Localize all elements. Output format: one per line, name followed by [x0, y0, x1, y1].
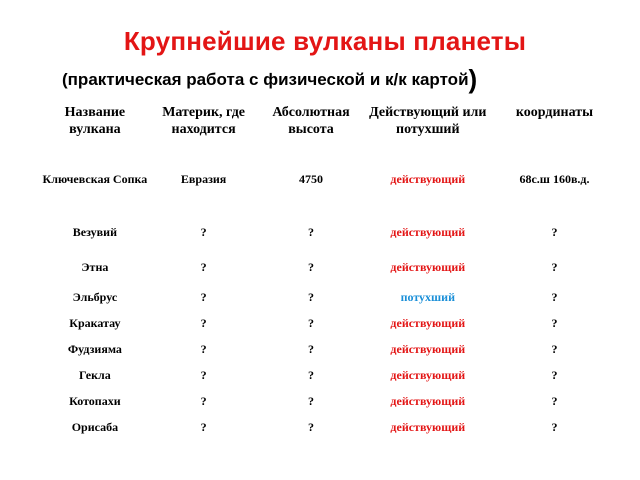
cell-coords: ? — [551, 367, 558, 382]
cell-continent: ? — [200, 289, 207, 304]
header-row — [40, 100, 618, 162]
cell-continent: ? — [200, 367, 207, 382]
cell-coords: ? — [551, 315, 558, 330]
table-body — [40, 162, 618, 440]
cell-altitude: ? — [308, 367, 314, 382]
table-row — [40, 214, 618, 251]
cell-altitude: 4750 — [299, 172, 323, 186]
cell-name: Орисаба — [71, 419, 119, 434]
cell-name: Кракатау — [69, 315, 121, 330]
cell-continent: ? — [200, 260, 207, 274]
cell-status: потухший — [400, 289, 456, 304]
cell-status: действующий — [390, 419, 466, 434]
cell-continent: ? — [200, 315, 207, 330]
page-subtitle — [62, 64, 477, 95]
cell-continent: ? — [200, 225, 207, 239]
table-header — [40, 100, 618, 162]
header-status: Действующий или потухший — [369, 105, 487, 137]
table-row — [40, 362, 618, 388]
table-row — [40, 336, 618, 362]
cell-status: действующий — [390, 225, 466, 239]
cell-status: действующий — [390, 341, 466, 356]
cell-altitude: ? — [308, 341, 314, 356]
table-row — [40, 162, 618, 214]
table-row — [40, 388, 618, 414]
subtitle-close-paren: ) — [468, 64, 478, 94]
cell-altitude: ? — [308, 315, 314, 330]
cell-coords: ? — [551, 419, 558, 434]
cell-altitude: ? — [308, 260, 314, 274]
cell-status: действующий — [390, 367, 466, 382]
cell-name: Гекла — [79, 367, 111, 382]
header-name: Название вулкана — [64, 105, 126, 137]
table-row — [40, 251, 618, 284]
cell-coords: 68с.ш 160в.д. — [519, 172, 590, 186]
cell-name: Эльбрус — [72, 289, 118, 304]
cell-altitude: ? — [308, 393, 314, 408]
table-row — [40, 414, 618, 440]
cell-coords: ? — [551, 260, 558, 274]
cell-continent: ? — [200, 393, 207, 408]
cell-coords: ? — [551, 341, 558, 356]
header-altitude: Абсолютная высота — [272, 105, 350, 137]
cell-name: Фудзияма — [67, 341, 122, 356]
cell-coords: ? — [551, 289, 558, 304]
cell-altitude: ? — [308, 419, 314, 434]
volcano-table — [40, 100, 618, 440]
cell-status: действующий — [390, 172, 466, 186]
cell-altitude: ? — [308, 289, 314, 304]
cell-continent: Евразия — [180, 172, 227, 186]
cell-coords: ? — [551, 225, 558, 239]
cell-name: Везувий — [72, 225, 117, 239]
cell-coords: ? — [551, 393, 558, 408]
subtitle-text: (практическая работа с физической и к/к картой — [62, 70, 469, 89]
cell-status: действующий — [390, 260, 466, 274]
cell-status: действующий — [390, 315, 466, 330]
cell-name: Котопахи — [69, 393, 121, 408]
cell-continent: ? — [200, 341, 207, 356]
cell-name: Этна — [81, 260, 109, 274]
page-title: Крупнейшие вулканы планеты — [123, 26, 527, 56]
cell-name: Ключевская Сопка — [42, 172, 148, 186]
table-row — [40, 310, 618, 336]
cell-status: действующий — [390, 393, 466, 408]
cell-altitude: ? — [308, 225, 314, 239]
table-row — [40, 284, 618, 310]
header-coords: координаты — [515, 105, 594, 120]
cell-continent: ? — [200, 419, 207, 434]
header-continent: Материк, где находится — [162, 105, 246, 137]
